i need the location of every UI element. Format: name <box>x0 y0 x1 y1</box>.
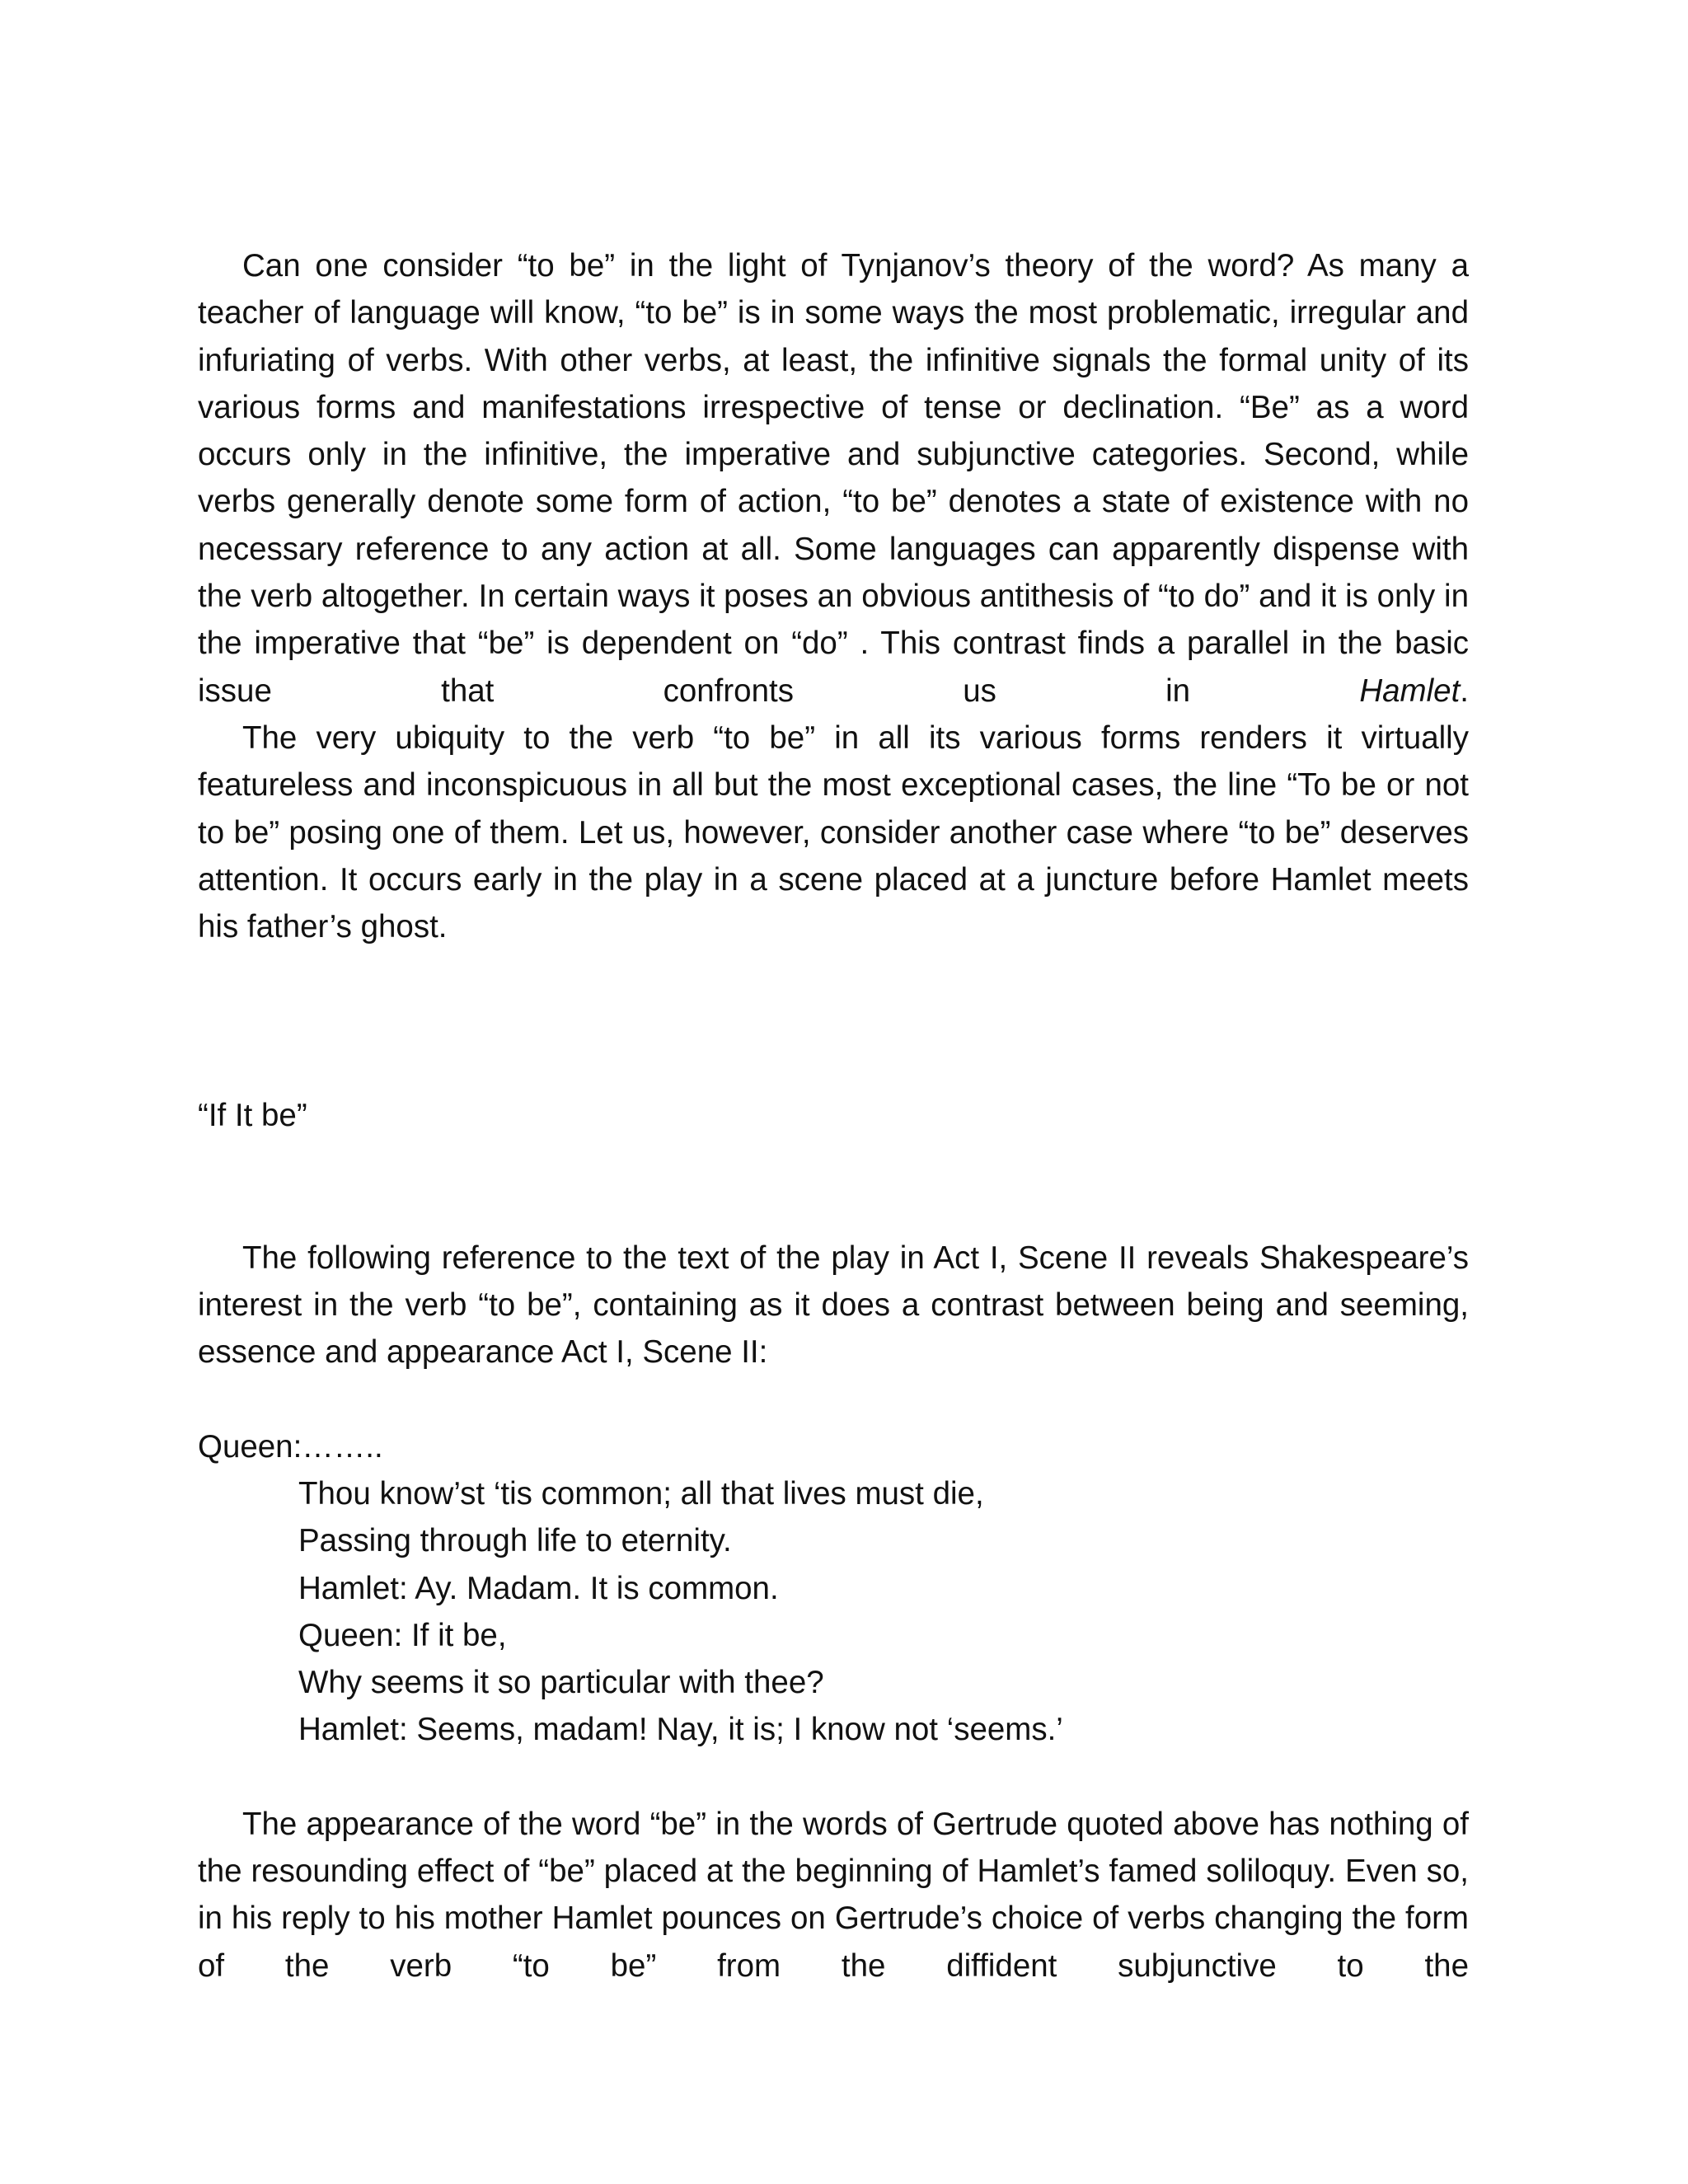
spacer <box>198 1140 1469 1235</box>
verse-line: Hamlet: Seems, madam! Nay, it is; I know not ‘seems.’ <box>298 1712 1063 1748</box>
verse-line: Why seems it so particular with thee? <box>298 1665 824 1701</box>
document-body <box>198 242 1469 1990</box>
spacer <box>198 1754 1469 1801</box>
quote-speaker: Queen:…….. <box>198 1428 383 1465</box>
paragraph-gertrude: The appearance of the word “be” in the words of Gertrude quoted above has nothing of the resounding effect of “be” placed at the beginning of Hamlet’s famed soliloquy. Even so, in his reply to his mother Hamlet pounces on Gertrude’s choice of verbs changing the form of the verb “to be” from the diffident subjunctive to the <box>198 1806 1469 1984</box>
paragraph-period: . <box>1460 673 1469 709</box>
quote-verse <box>198 1470 1469 1754</box>
paragraph-reference: The following reference to the text of the play in Act I, Scene II reveals Shakespeare’s interest in the verb “to be”, containing as it does a contrast between being and seeming, essence and appearance Act I, Scene II: <box>198 1240 1469 1371</box>
paragraph-tynjanov <box>198 242 1469 715</box>
verse-line: Passing through life to eternity. <box>298 1523 732 1559</box>
verse-line: Hamlet: Ay. Madam. It is common. <box>298 1570 779 1606</box>
play-title-hamlet: Hamlet <box>1359 673 1461 709</box>
verse-line: Thou know’st ‘tis common; all that lives must die, <box>298 1475 984 1511</box>
paragraph-ubiquity: The very ubiquity to the verb “to be” in all its various forms renders it virtually featureless and inconspicuous in all but the most exceptional cases, the line “To be or not to be” posing one of them. Let us, however, consider another case where “to be” deserves attention. It occurs early in the play in a scene placed at a juncture before Hamlet meets his father’s ghost. <box>198 719 1469 945</box>
paragraph-text: Can one consider “to be” in the light of Tynjanov’s theory of the word? As many a teacher of language will know, “to be” is in some ways the most problematic, irregular and infuriating of verbs. With other verbs, at least, the infinitive signals the formal unity of its various forms and manifestations irrespective of tense or declination. “Be” as a word occurs only in the infinitive, the imperative and subjunctive categories. Second, while verbs generally denote some form of action, “to be” denotes a state of existence with no necessary reference to any action at all. Some languages can apparently dispense with the verb altogether. In certain ways it poses an obvious antithesis of “to do” and it is only in the imperative that “be” is dependent on “do” . This contrast finds a parallel in the basic issue that confronts us in <box>198 248 1469 709</box>
spacer <box>198 950 1469 1092</box>
section-heading: “If It be” <box>198 1098 307 1134</box>
verse-line: Queen: If it be, <box>298 1617 507 1653</box>
spacer <box>198 1376 1469 1423</box>
